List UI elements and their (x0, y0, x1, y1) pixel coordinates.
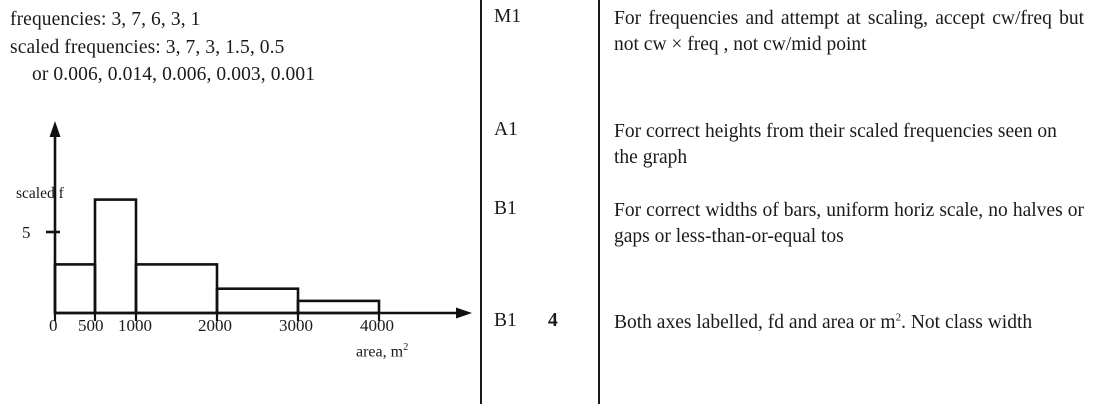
mark-code: A1 (494, 119, 518, 140)
mark-code: M1 (494, 6, 522, 27)
working-text (8, 6, 472, 89)
marks-column (482, 0, 600, 404)
y-tick-label-5: 5 (22, 223, 31, 243)
y-axis-label: scaled f (16, 185, 64, 203)
x-tick-label-3000: 3000 (279, 316, 313, 336)
bar-500-1000 (95, 200, 136, 313)
comment-text-before: Both axes labelled, fd and area or m (614, 312, 896, 333)
x-tick-label-500: 500 (78, 316, 104, 336)
y-axis-arrowhead (50, 121, 61, 137)
comment-exponent: 2 (895, 311, 902, 324)
mark-total-final: 4 (548, 310, 558, 331)
x-tick-label-0: 0 (49, 316, 58, 336)
x-axis-label (356, 342, 408, 361)
comment-text: For frequencies and attempt at scaling, accept cw/freq but not cw × freq , not cw/mid point (614, 8, 1084, 55)
bar-1000-2000 (136, 264, 217, 313)
bar-0-500 (55, 264, 95, 313)
x-tick-labels (8, 316, 478, 338)
mark-code: B1 (494, 198, 517, 219)
histogram-bars (55, 200, 379, 313)
x-tick-label-4000: 4000 (360, 316, 394, 336)
mark-code: B1 (494, 310, 517, 331)
x-tick-label-1000: 1000 (118, 316, 152, 336)
histogram-figure (8, 97, 478, 369)
comment-text-after: . Not class width (901, 312, 1033, 333)
bar-2000-3000 (217, 289, 298, 313)
histogram-svg (8, 97, 478, 347)
working-line-1: frequencies: 3, 7, 6, 3, 1 (10, 9, 201, 30)
comment-text: For correct widths of bars, uniform horiz scale, no halves or gaps or less-than-or-equal tos (614, 200, 1084, 247)
bar-3000-4000 (298, 301, 379, 313)
working-line-2: scaled frequencies: 3, 7, 3, 1.5, 0.5 (10, 36, 285, 58)
comment-text: For correct heights from their scaled frequencies seen on the graph (614, 121, 1057, 168)
x-axis-label-text: area, m (356, 343, 404, 361)
working-column (0, 0, 482, 404)
working-line-3: or 0.006, 0.014, 0.006, 0.003, 0.001 (32, 64, 316, 86)
comment-text-final (614, 310, 1084, 336)
comments-column (600, 0, 1100, 404)
x-tick-label-2000: 2000 (198, 316, 232, 336)
x-axis-label-exponent: 2 (403, 342, 409, 354)
